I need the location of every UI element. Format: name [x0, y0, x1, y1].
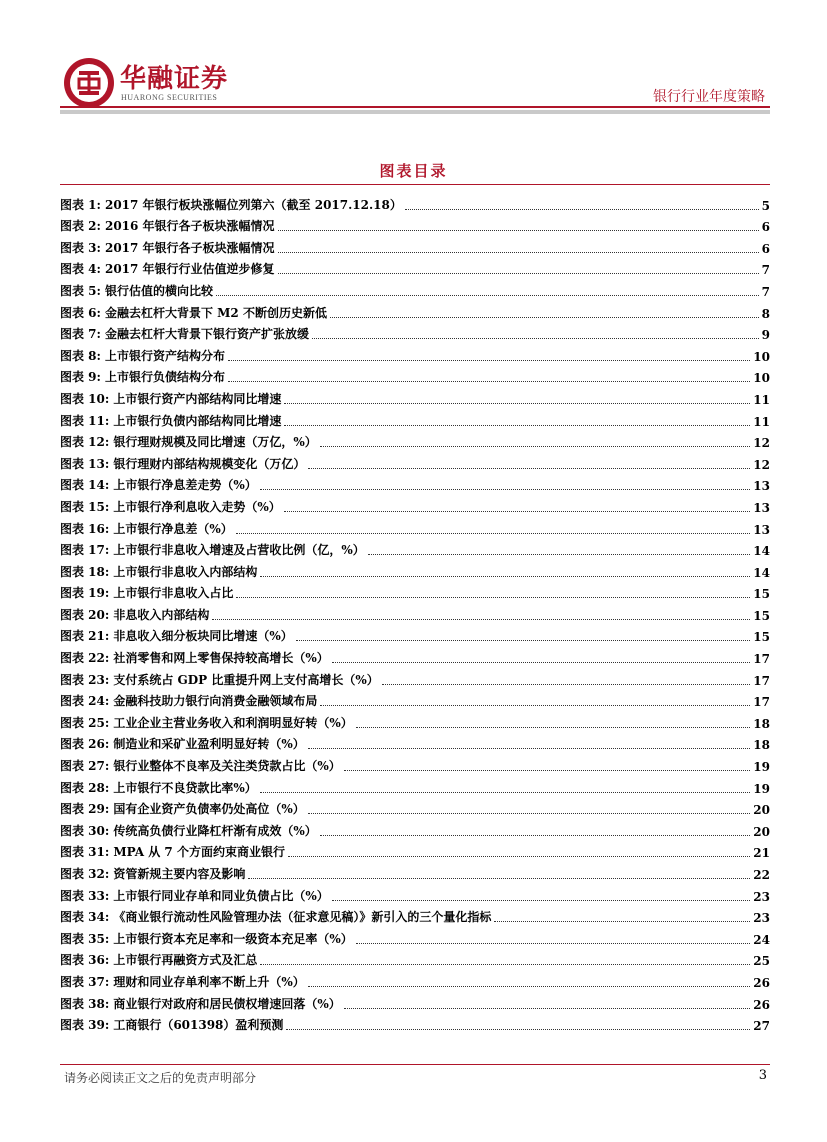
- toc-item-label: 图表 38:: [60, 996, 110, 1011]
- toc-item-page: 17: [753, 652, 770, 667]
- toc-item-label: 图表 19:: [60, 586, 110, 601]
- toc-item[interactable]: [60, 709, 770, 731]
- toc-leader-dots: [382, 684, 751, 685]
- toc-leader-dots: [278, 273, 759, 274]
- toc-leader-dots: [260, 964, 750, 965]
- toc-leader-dots: [284, 511, 751, 512]
- toc-item-title: 国有企业资产负债率仍处高位（%）: [113, 802, 305, 817]
- toc-leader-dots: [236, 597, 750, 598]
- toc-item-label: 图表 7:: [60, 327, 101, 342]
- toc-item-title: 银行业整体不良率及关注类贷款占比（%）: [113, 759, 341, 774]
- toc-leader-dots: [216, 295, 759, 296]
- toc-leader-dots: [278, 230, 759, 231]
- toc-item[interactable]: [60, 299, 770, 321]
- toc-item-title: 上市银行净息差走势（%）: [113, 478, 257, 493]
- toc-leader-dots: [308, 468, 750, 469]
- toc-leader-dots: [320, 446, 751, 447]
- toc-item[interactable]: [60, 277, 770, 299]
- toc-item-title: 金融去杠杆大背景下银行资产扩张放缓: [104, 327, 309, 342]
- toc-item[interactable]: [60, 213, 770, 235]
- toc-leader-dots: [356, 727, 751, 728]
- toc-item-title: 制造业和采矿业盈利明显好转（%）: [113, 737, 305, 752]
- toc-item-label: 图表 17:: [60, 543, 110, 558]
- toc-item-page: 7: [761, 263, 770, 278]
- toc-item[interactable]: [60, 1012, 770, 1034]
- toc-item-page: 18: [753, 738, 770, 753]
- toc-item-title: 上市银行资本充足率和一级资本充足率（%）: [113, 931, 353, 946]
- huarong-logo-icon: [62, 56, 116, 110]
- toc-leader-dots: [260, 576, 750, 577]
- toc-item-title: 银行估值的横向比较: [104, 283, 213, 298]
- toc-item-title: 上市银行资产内部结构同比增速: [113, 391, 282, 406]
- toc-item-label: 图表 33:: [60, 888, 110, 903]
- toc-item-page: 15: [753, 630, 770, 645]
- toc-item-page: 24: [753, 932, 770, 947]
- toc-item-page: 22: [753, 868, 770, 882]
- toc-item-label: 图表 28:: [60, 780, 110, 795]
- toc-item-label: 图表 39:: [60, 1018, 110, 1033]
- toc-leader-dots: [308, 813, 751, 814]
- toc-item-title: 上市银行同业存单和同业负债占比（%）: [113, 888, 329, 903]
- toc-item[interactable]: [60, 601, 770, 623]
- toc-item[interactable]: [60, 796, 770, 818]
- toc-item-label: 图表 5:: [60, 283, 101, 298]
- toc-item-page: 25: [753, 954, 770, 969]
- toc-leader-dots: [356, 943, 751, 944]
- toc-leader-dots: [278, 252, 759, 253]
- toc-item-title: 金融科技助力银行向消费金融领域布局: [113, 694, 318, 709]
- brand-name-en: HUARONG SECURITIES: [121, 93, 218, 102]
- toc-item-page: 23: [753, 911, 770, 926]
- figure-index-list: [60, 191, 770, 1033]
- toc-item-title: 上市银行资产结构分布: [104, 348, 225, 363]
- toc-item[interactable]: [60, 731, 770, 753]
- toc-leader-dots: [332, 900, 751, 901]
- toc-item-label: 图表 10:: [60, 391, 110, 406]
- toc-item[interactable]: [60, 904, 770, 926]
- toc-item[interactable]: [60, 580, 770, 602]
- toc-item-page: 26: [753, 975, 770, 990]
- toc-item-page: 21: [753, 846, 770, 861]
- toc-leader-dots: [260, 489, 751, 490]
- toc-leader-dots: [344, 770, 751, 771]
- toc-item-page: 5: [761, 198, 770, 213]
- toc-item-page: 13: [753, 500, 770, 515]
- brand-name-cn: 华融证券: [120, 64, 229, 94]
- toc-item-title: 工商银行（601398）盈利预测: [113, 1018, 284, 1033]
- toc-item[interactable]: [60, 558, 770, 580]
- toc-item[interactable]: [60, 450, 770, 472]
- toc-item-label: 图表 13:: [60, 456, 110, 471]
- toc-item-label: 图表 32:: [60, 867, 110, 881]
- toc-item-label: 图表 30:: [60, 823, 110, 838]
- toc-item-page: 6: [761, 241, 770, 256]
- toc-leader-dots: [405, 209, 759, 210]
- toc-item-label: 图表 1:: [60, 197, 101, 212]
- toc-item-label: 图表 9:: [60, 370, 101, 385]
- toc-item-label: 图表 31:: [60, 845, 110, 860]
- toc-item-label: 图表 27:: [60, 759, 110, 774]
- toc-leader-dots: [288, 856, 750, 857]
- toc-item[interactable]: [60, 925, 770, 947]
- toc-item[interactable]: [60, 990, 770, 1012]
- toc-item[interactable]: [60, 623, 770, 645]
- toc-title-divider: [60, 184, 770, 185]
- toc-leader-dots: [368, 554, 751, 555]
- toc-item-title: 2017 年银行板块涨幅位列第六（截至 2017.12.18）: [104, 197, 402, 212]
- footer-divider: [60, 1064, 770, 1065]
- toc-item-label: 图表 23:: [60, 672, 110, 687]
- toc-item-title: 非息收入细分板块同比增速（%）: [113, 629, 293, 644]
- toc-item[interactable]: [60, 342, 770, 364]
- toc-item-title: 2017 年银行行业估值逆步修复: [104, 262, 275, 277]
- toc-leader-dots: [320, 835, 751, 836]
- toc-item[interactable]: [60, 882, 770, 904]
- toc-item[interactable]: [60, 839, 770, 861]
- toc-leader-dots: [212, 619, 750, 620]
- toc-item-page: 19: [753, 781, 770, 796]
- toc-item-label: 图表 6:: [60, 305, 101, 320]
- toc-item-page: 13: [753, 522, 770, 537]
- toc-item-title: 上市银行非息收入占比: [113, 586, 234, 601]
- toc-leader-dots: [228, 360, 750, 361]
- toc-item-title: 理财和同业存单利率不断上升（%）: [113, 974, 305, 989]
- toc-item-title: 上市银行不良贷款比率%）: [113, 780, 257, 795]
- toc-leader-dots: [494, 921, 750, 922]
- toc-item-page: 8: [761, 306, 770, 321]
- toc-leader-dots: [344, 1008, 751, 1009]
- toc-item-label: 图表 12:: [60, 435, 110, 450]
- toc-item-title: 上市银行负债内部结构同比增速: [113, 413, 282, 428]
- toc-item[interactable]: [60, 234, 770, 256]
- toc-item-page: 20: [753, 824, 770, 839]
- toc-item-page: 6: [761, 220, 770, 235]
- toc-item[interactable]: [60, 493, 770, 515]
- toc-item-page: 20: [753, 803, 770, 818]
- toc-item-label: 图表 15:: [60, 499, 110, 514]
- toc-item-page: 18: [753, 716, 770, 731]
- toc-item-page: 11: [753, 414, 770, 429]
- toc-item-page: 23: [753, 889, 770, 904]
- toc-item-title: 银行理财内部结构规模变化（万亿）: [113, 456, 306, 471]
- toc-item-label: 图表 22:: [60, 651, 110, 666]
- toc-title: 图表目录: [379, 162, 448, 180]
- toc-item-label: 图表 37:: [60, 974, 110, 989]
- toc-item[interactable]: [60, 644, 770, 666]
- toc-item-label: 图表 24:: [60, 694, 110, 709]
- toc-item-title: 上市银行净利息收入走势（%）: [113, 499, 281, 514]
- toc-item-label: 图表 25:: [60, 715, 110, 730]
- toc-item[interactable]: [60, 429, 770, 451]
- toc-item-title: 上市银行非息收入内部结构: [113, 564, 258, 579]
- toc-item-title: MPA 从 7 个方面约束商业银行: [113, 845, 285, 860]
- toc-item[interactable]: [60, 774, 770, 796]
- toc-item-page: 15: [753, 587, 770, 602]
- toc-leader-dots: [236, 533, 751, 534]
- toc-leader-dots: [248, 878, 750, 879]
- toc-leader-dots: [308, 986, 751, 987]
- toc-item-page: 27: [753, 1019, 770, 1034]
- toc-item-page: 11: [753, 392, 770, 407]
- toc-item[interactable]: [60, 537, 770, 559]
- disclaimer-note: 请务必阅读正文之后的免责声明部分: [64, 1071, 257, 1085]
- toc-item-title: 金融去杠杆大背景下 M2 不断创历史新低: [104, 305, 327, 320]
- toc-item[interactable]: [60, 256, 770, 278]
- toc-item[interactable]: [60, 968, 770, 990]
- toc-item[interactable]: [60, 817, 770, 839]
- toc-leader-dots: [284, 425, 750, 426]
- toc-item-page: 13: [753, 479, 770, 494]
- toc-item[interactable]: [60, 321, 770, 343]
- toc-leader-dots: [260, 792, 751, 793]
- toc-leader-dots: [286, 1029, 750, 1030]
- toc-item-label: 图表 20:: [60, 607, 110, 622]
- toc-item-label: 图表 21:: [60, 629, 110, 644]
- toc-item-page: 10: [753, 349, 770, 364]
- toc-item-page: 19: [753, 760, 770, 775]
- toc-item-page: 26: [753, 997, 770, 1012]
- toc-item[interactable]: [60, 860, 770, 882]
- toc-item-page: 14: [753, 565, 770, 580]
- toc-item-page: 17: [753, 673, 770, 688]
- toc-item-label: 图表 2:: [60, 219, 101, 234]
- toc-item-title: 2016 年银行各子板块涨幅情况: [104, 219, 275, 234]
- toc-item-label: 图表 18:: [60, 564, 110, 579]
- toc-item-label: 图表 4:: [60, 262, 101, 277]
- toc-item[interactable]: [60, 385, 770, 407]
- toc-leader-dots: [312, 338, 759, 339]
- toc-leader-dots: [228, 381, 750, 382]
- toc-item[interactable]: [60, 666, 770, 688]
- toc-item-title: 非息收入内部结构: [113, 607, 210, 622]
- toc-item[interactable]: [60, 407, 770, 429]
- toc-item-label: 图表 34:: [60, 910, 110, 925]
- toc-item-page: 7: [761, 284, 770, 299]
- toc-item-title: 工业企业主营业务收入和利润明显好转（%）: [113, 715, 353, 730]
- toc-item-title: 资管新规主要内容及影响: [113, 867, 246, 881]
- toc-item-label: 图表 14:: [60, 478, 110, 493]
- toc-item-label: 图表 3:: [60, 240, 101, 255]
- toc-item-title: 2017 年银行各子板块涨幅情况: [104, 240, 275, 255]
- toc-item-title: 上市银行再融资方式及汇总: [113, 953, 258, 968]
- toc-item-label: 图表 11:: [60, 413, 110, 428]
- header-divider: [60, 106, 770, 108]
- header-divider-shadow: [60, 110, 770, 114]
- toc-item[interactable]: [60, 364, 770, 386]
- toc-item[interactable]: [60, 472, 770, 494]
- toc-item-label: 图表 8:: [60, 348, 101, 363]
- toc-leader-dots: [332, 662, 751, 663]
- toc-item-title: 上市银行净息差（%）: [113, 521, 233, 536]
- toc-item-label: 图表 35:: [60, 931, 110, 946]
- toc-item-page: 14: [753, 544, 770, 559]
- toc-leader-dots: [330, 317, 759, 318]
- toc-item-title: 支付系统占 GDP 比重提升网上支付高增长（%）: [113, 672, 379, 687]
- toc-item-label: 图表 16:: [60, 521, 110, 536]
- toc-item-title: 银行理财规模及同比增速（万亿，%）: [113, 435, 317, 450]
- page-number: 3: [758, 1068, 767, 1083]
- toc-item-page: 12: [753, 457, 770, 472]
- toc-leader-dots: [320, 705, 750, 706]
- toc-item[interactable]: [60, 947, 770, 969]
- toc-item-title: 传统高负债行业降杠杆渐有成效（%）: [113, 823, 317, 838]
- toc-item-page: 15: [753, 608, 770, 623]
- toc-item[interactable]: [60, 515, 770, 537]
- toc-leader-dots: [308, 748, 751, 749]
- toc-item-page: 10: [753, 371, 770, 386]
- toc-item-label: 图表 36:: [60, 953, 110, 968]
- toc-item-title: 上市银行负债结构分布: [104, 370, 225, 385]
- toc-item-title: 社消零售和网上零售保持较高增长（%）: [113, 651, 329, 666]
- toc-item-page: 12: [753, 436, 770, 451]
- toc-item-label: 图表 29:: [60, 802, 110, 817]
- toc-item-title: 商业银行对政府和居民债权增速回落（%）: [113, 996, 341, 1011]
- toc-item-label: 图表 26:: [60, 737, 110, 752]
- toc-item-page: 17: [753, 695, 770, 710]
- toc-leader-dots: [296, 640, 751, 641]
- report-type: 银行行业年度策略: [653, 89, 765, 105]
- toc-item[interactable]: [60, 191, 770, 213]
- toc-item-page: 9: [761, 328, 770, 343]
- toc-item-title: 上市银行非息收入增速及占营收比例（亿，%）: [113, 543, 365, 558]
- toc-item[interactable]: [60, 752, 770, 774]
- toc-item-title: 《商业银行流动性风险管理办法（征求意见稿）》新引入的三个量化指标: [113, 910, 492, 925]
- toc-leader-dots: [284, 403, 750, 404]
- toc-item[interactable]: [60, 688, 770, 710]
